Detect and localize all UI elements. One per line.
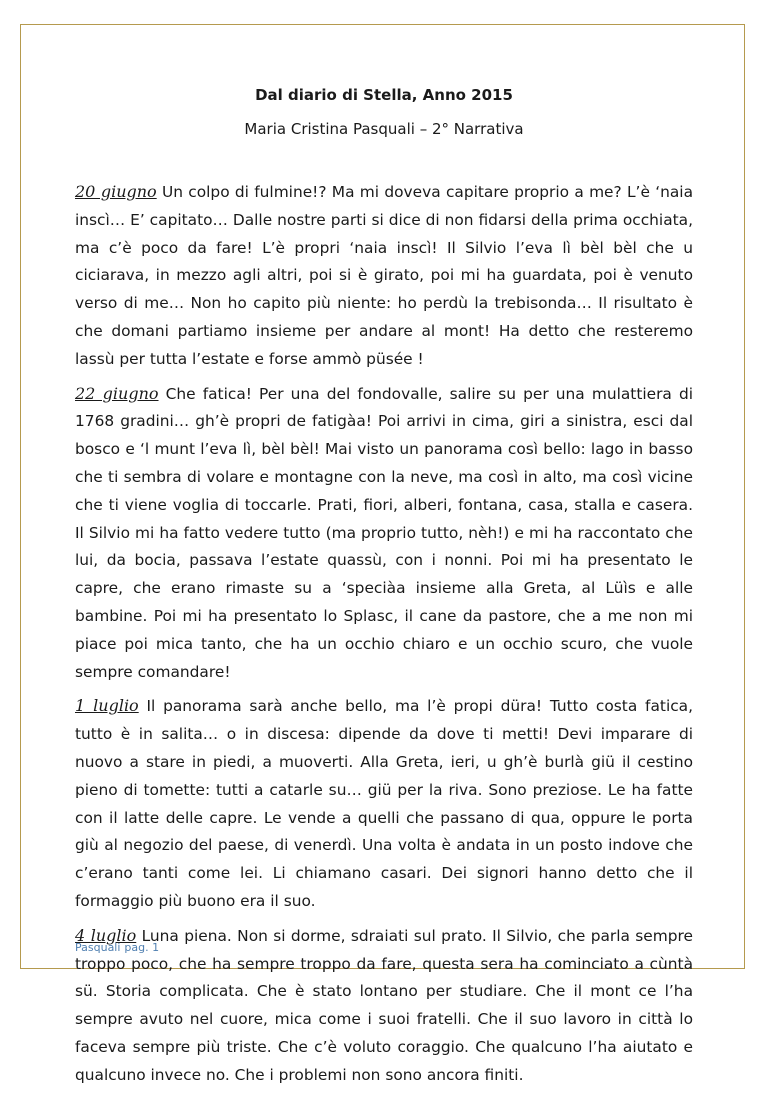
diary-entry-2 [75, 380, 693, 687]
entry-date: 22 giugno [75, 383, 159, 403]
diary-entries [75, 178, 693, 1096]
entry-date: 1 luglio [75, 696, 139, 716]
entry-text: Il panorama sarà anche bello, ma l’è propi düra! Tutto costa fatica, tutto è in salita… o in discesa: dipende da dove ti metti! Devi imparare di nuovo a stare in piedi, a muoverti. Alla Greta, ieri, u gh’è burlà giü il cestino pieno di tomette: tutti a catarle su… giü per la riva. Sono preziose. Le ha fatte con il latte delle capre. Le vende a quelli che passano di qua, oppure le porta giù al negozio del paese, di venerdì. Una volta è andata in un posto indove che c’erano tanti come lei. Li chiamano casari. Dei signori hanno detto che il formaggio più buono era il suo. [75, 697, 694, 910]
entry-text: Che fatica! Per una del fondovalle, salire su per una mulattiera di 1768 gradini… gh’è propri de fatigàa! Poi arrivi in cima, giri a sinistra, esci dal bosco e ‘l munt l’eva lì, bèl bèl! Mai visto un panorama così bello: lago in basso che ti sembra di volare e montagne con la neve, ma così in alto, ma così vicine che ti viene voglia di toccarle. Prati, fiori, alberi, fontana, casa, stalla e casera. Il Silvio mi ha fatto vedere tutto (ma proprio tutto, nèh!) e mi ha raccontato che lui, da bocia, passava l’estate quassù, con i nonni. Poi mi ha presentato le capre, che erano rimaste su a ‘speciàa insieme alla Greta, al Lüìs e alle bambine. Poi mi ha presentato lo Splasc, il cane da pastore, che a me non mi piace poi mica tanto, che ha un occhio chiaro e un occhio scuro, che vuole sempre comandare! [75, 384, 694, 681]
document-author: Maria Cristina Pasquali – 2° Narrativa [244, 120, 524, 138]
entry-text: Luna piena. Non si dorme, sdraiati sul prato. Il Silvio, che parla sempre troppo poco, che ha sempre troppo da fare, questa sera ha cominciato a cùntà sü. Storia complicata. Che è stato lontano per studiare. Che il mont ce l’ha sempre avuto nel cuore, mica come i suoi fratelli. Che il suo lavoro in città lo faceva sempre più triste. Che c’è voluto coraggio. Che qualcuno l’ha aiutato e qualcuno invece no. Che i problemi non sono ancora finiti. [75, 926, 693, 1084]
page-number: pag. 1 [124, 941, 160, 954]
footer-author: Pasquali [75, 941, 121, 954]
entry-date: 20 giugno [75, 182, 157, 201]
diary-entry-4 [75, 922, 693, 1090]
diary-entry-1 [75, 178, 693, 374]
entry-text: Un colpo di fulmine!? Ma mi doveva capitare proprio a me? L’è ‘naia inscì… E’ capitato… Dalle nostre parti si dice di non fidarsi della prima occhiata, ma c’è poco da fare! L’è propri ‘naia inscì! Il Silvio l’eva lì bèl bèl che u ciciarava, in mezzo agli altri, poi si è girato, poi mi ha guardata, poi è venuto verso di me… Non ho capito più niente: ho perdù la trebisonda… Il risultato è che domani partiamo insieme per andare al mont! Ha detto che resteremo lassù per tutta l’estate e forse ammò püsée ! [75, 183, 693, 368]
page-footer [75, 941, 159, 954]
entry-date: 4 luglio [75, 925, 137, 945]
document-title: Dal diario di Stella, Anno 2015 [255, 86, 513, 104]
diary-entry-3 [75, 692, 693, 915]
